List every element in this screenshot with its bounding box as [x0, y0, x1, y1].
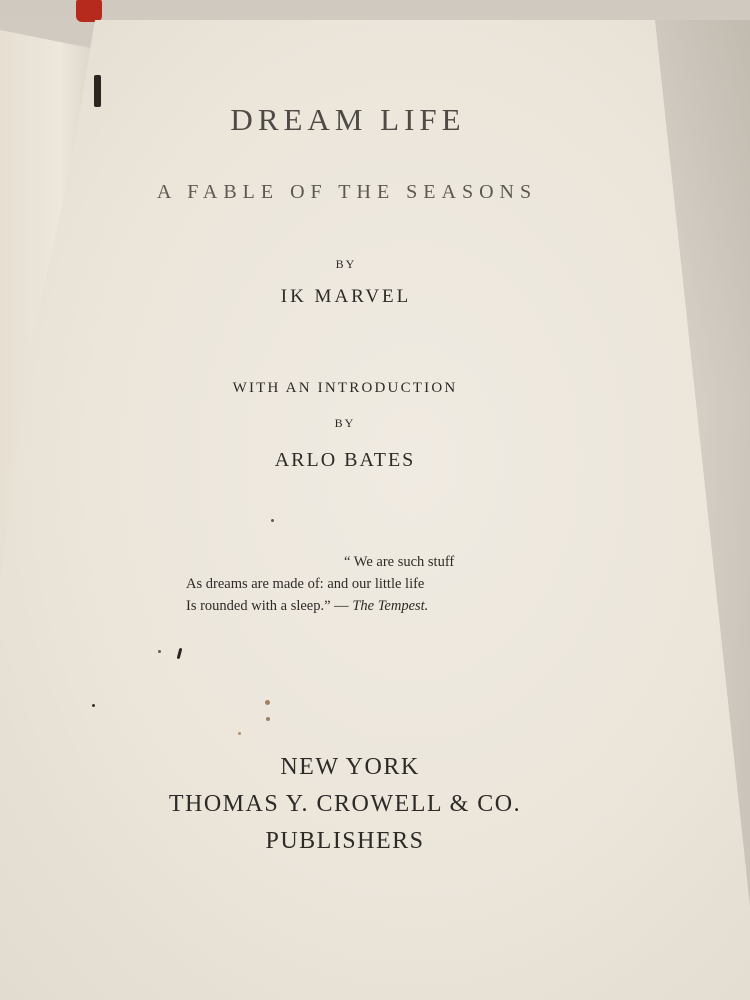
epigraph-line-2: As dreams are made of: and our little life	[186, 576, 425, 592]
foxing-spot	[265, 700, 270, 705]
by-label-introduction: BY	[334, 416, 356, 430]
book-subtitle: A FABLE OF THE SEASONS	[156, 181, 538, 203]
introduction-label: WITH AN INTRODUCTION	[232, 380, 458, 396]
book-title: DREAM LIFE	[230, 102, 466, 137]
epigraph-line-3	[186, 595, 526, 617]
imprint-publishers-label: PUBLISHERS	[265, 828, 425, 854]
epigraph	[186, 551, 526, 617]
epigraph-line-1: “ We are such stuff	[344, 554, 455, 570]
paper-speck	[271, 519, 274, 522]
paper-speck	[158, 650, 161, 653]
by-label: BY	[335, 257, 357, 271]
paper-speck	[92, 704, 95, 707]
foxing-spot	[266, 717, 270, 721]
author-name: IK MARVEL	[280, 286, 412, 307]
foxing-spot	[238, 732, 241, 735]
introduction-author: ARLO BATES	[274, 449, 416, 471]
imprint-city: NEW YORK	[280, 754, 420, 780]
binding-mark	[94, 75, 101, 107]
red-ribbon-marker	[76, 0, 102, 22]
epigraph-source: The Tempest.	[352, 598, 429, 614]
imprint-publisher: THOMAS Y. CROWELL & CO.	[168, 791, 522, 817]
epigraph-line-3-text: Is rounded with a sleep.” —	[186, 598, 353, 614]
